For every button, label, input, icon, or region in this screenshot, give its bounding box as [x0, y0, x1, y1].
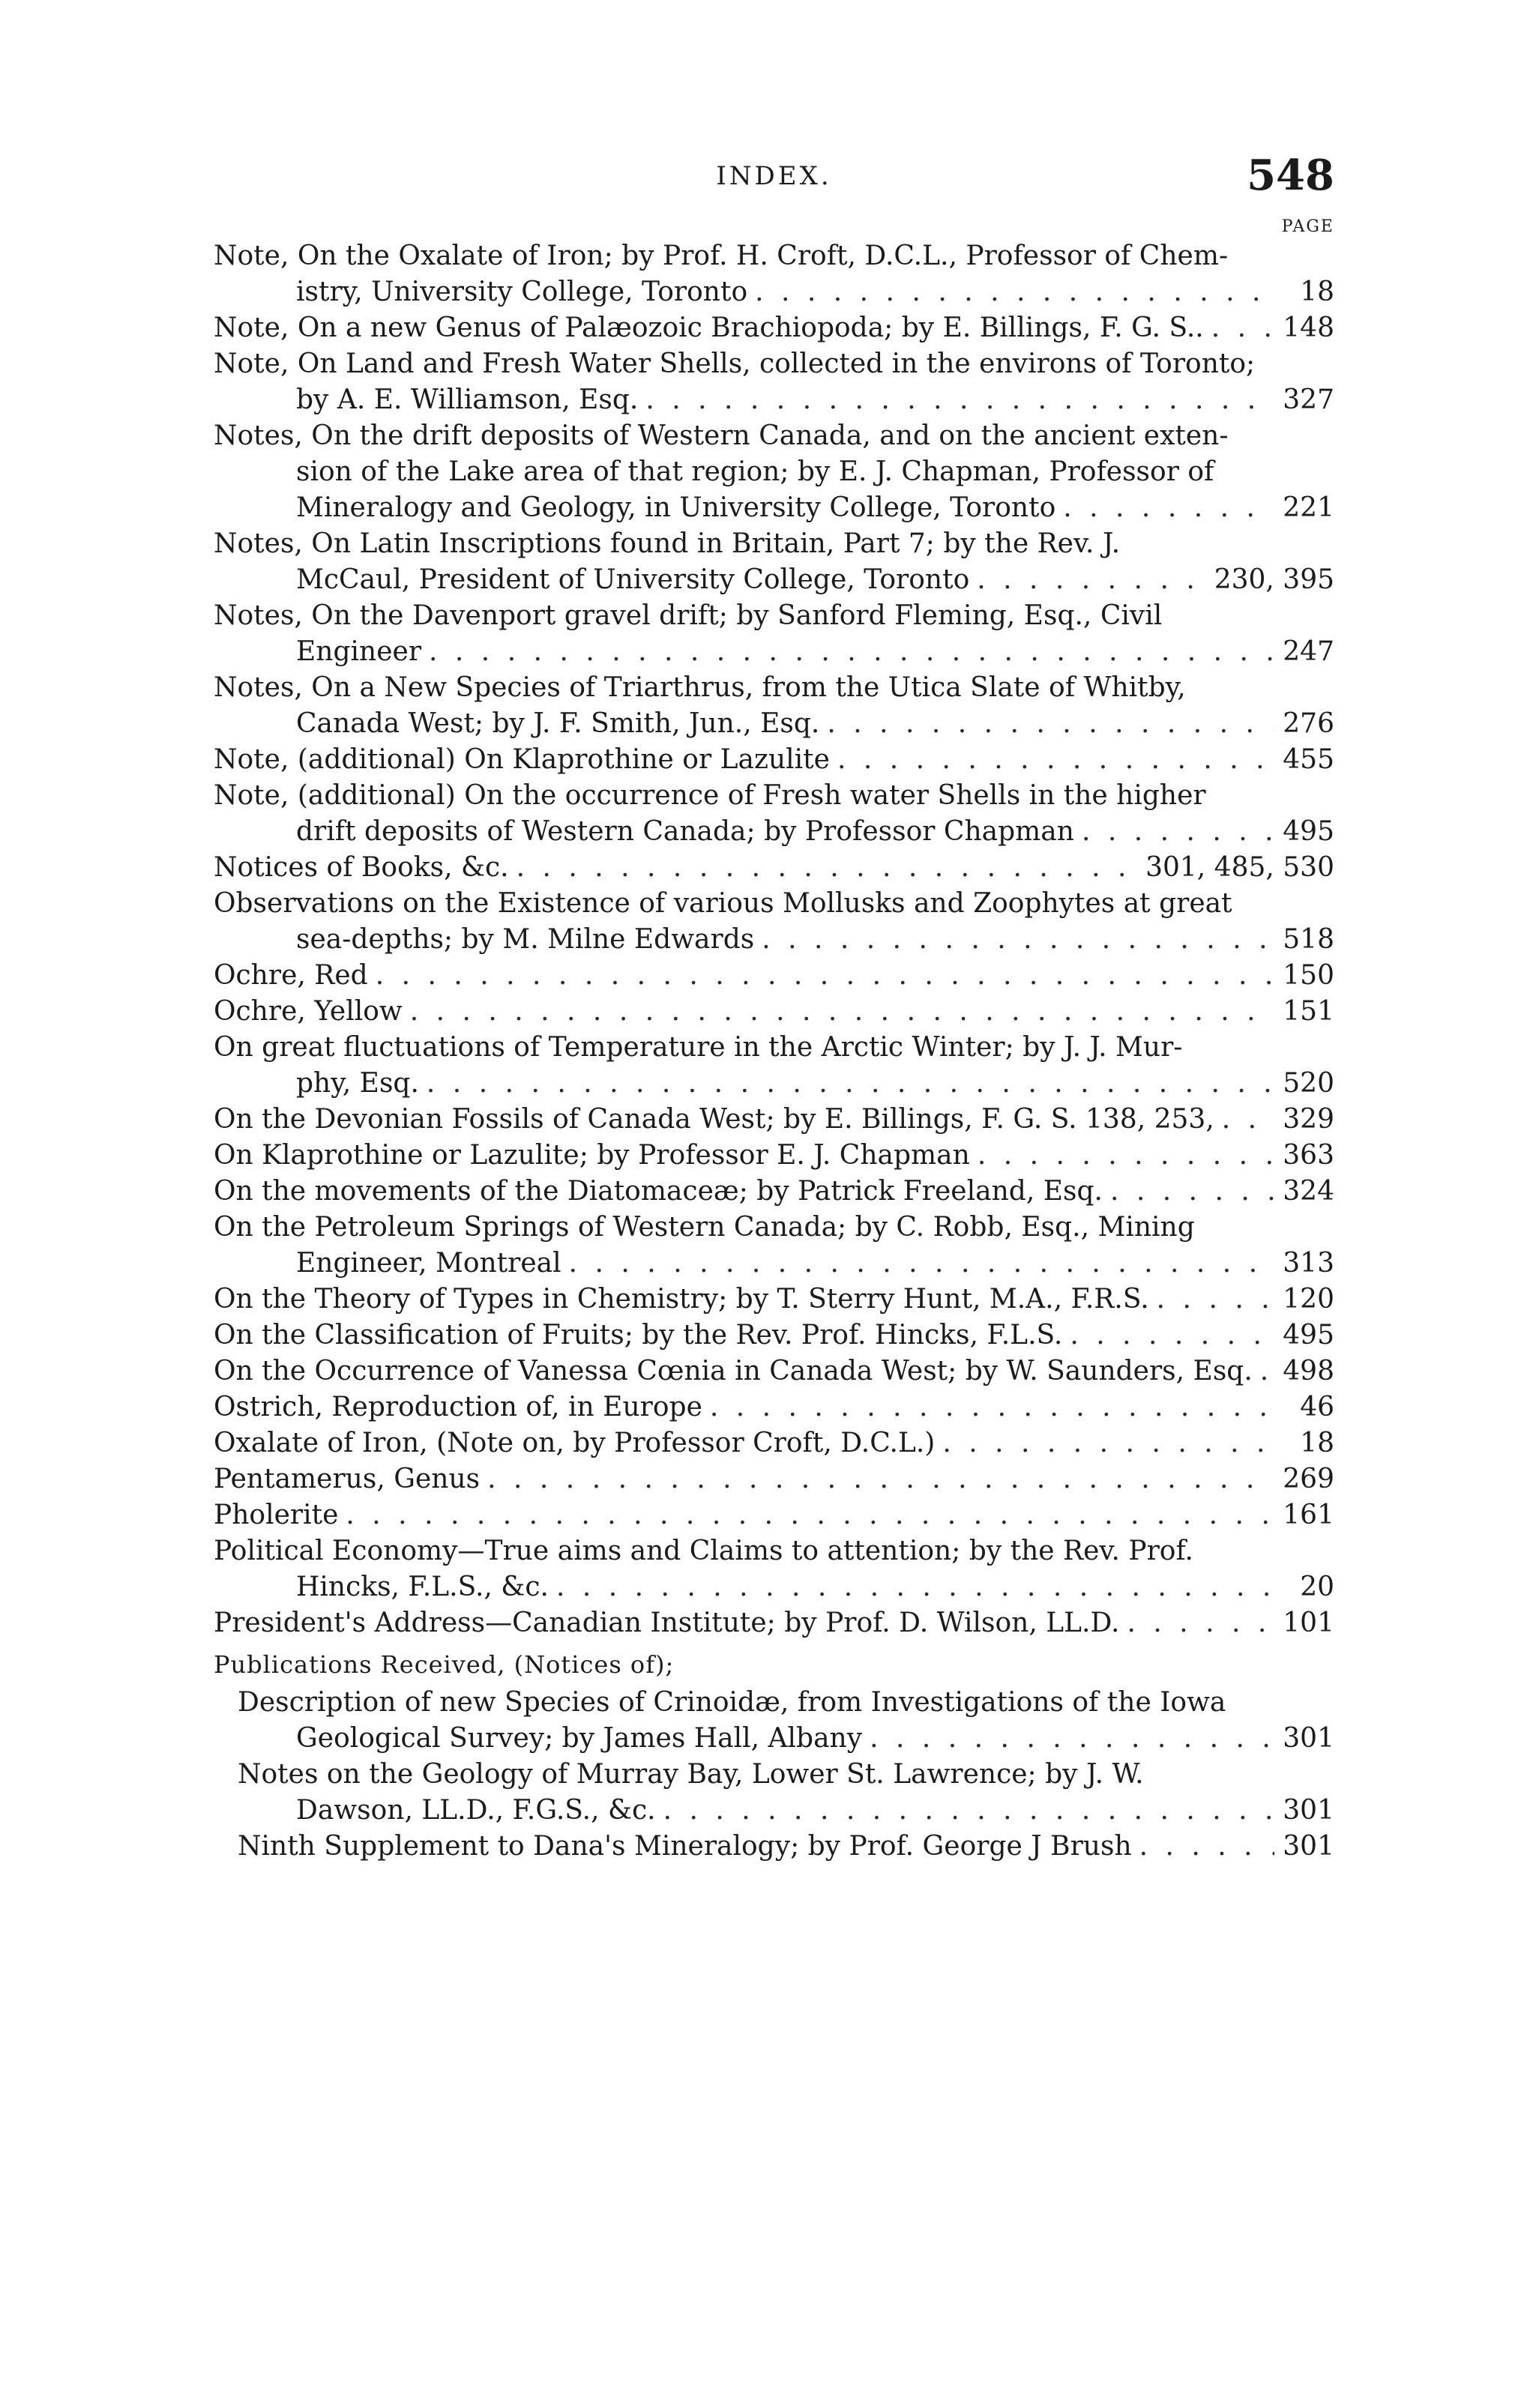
entry-line — [214, 1066, 1334, 1102]
entry-text: Note, On a new Genus of Palæozoic Brachiopoda; by E. Billings, F. G. S.. — [214, 313, 1204, 343]
entry-text: Notices of Books, &c. — [214, 852, 509, 883]
entry-text: Pentamerus, Genus — [214, 1464, 481, 1494]
entry-line — [214, 1210, 1334, 1246]
section-item — [214, 1685, 1334, 1757]
entry-page-number: 247 — [1283, 636, 1334, 667]
entry-text: On the Theory of Types in Chemistry; by T. Sterry Hunt, M.A., F.R.S. — [214, 1284, 1149, 1315]
leader-dots — [346, 1497, 1274, 1533]
entry-page-number: 520 — [1283, 1068, 1334, 1099]
entry-page-number: 518 — [1283, 924, 1334, 955]
entry-line — [214, 634, 1334, 670]
index-entry — [214, 1102, 1334, 1138]
entry-text: Mineralogy and Geology, in University College, Toronto — [296, 492, 1056, 523]
leader-dots — [1139, 1829, 1274, 1865]
entry-line — [214, 1425, 1334, 1461]
entry-text: Ochre, Red — [214, 960, 368, 991]
index-entry — [214, 1210, 1334, 1282]
index-entry — [214, 1030, 1334, 1102]
leader-dots — [827, 706, 1274, 742]
leader-dots — [1127, 1605, 1274, 1641]
entry-text: by A. E. Williamson, Esq. — [296, 384, 639, 415]
leader-dots — [1063, 490, 1274, 526]
entry-text: McCaul, President of University College, Toronto — [296, 564, 970, 595]
entry-page-number: 221 — [1283, 492, 1334, 523]
entry-line — [214, 922, 1334, 958]
entry-text: Pholerite — [214, 1500, 339, 1530]
entry-text: Political Economy—True aims and Claims to attention; by the Rev. Prof. — [214, 1536, 1193, 1566]
index-entry — [214, 1461, 1334, 1497]
entry-page-number: 150 — [1283, 960, 1334, 991]
entry-line — [214, 1030, 1334, 1066]
leader-dots — [1260, 1354, 1274, 1389]
index-entry — [214, 310, 1334, 346]
entry-line — [214, 310, 1334, 346]
index-entry — [214, 238, 1334, 310]
entry-text: Observations on the Existence of various Mollusks and Zoophytes at great — [214, 888, 1232, 919]
leader-dots — [487, 1461, 1274, 1497]
entry-line — [214, 958, 1334, 994]
leader-dots — [710, 1389, 1274, 1425]
entry-page-number: 324 — [1283, 1176, 1334, 1207]
entry-page-number: 329 — [1283, 1104, 1334, 1135]
entry-page-number: 230, 395 — [1214, 564, 1334, 595]
leader-dots — [427, 1066, 1274, 1102]
leader-dots — [1222, 1102, 1274, 1138]
index-entry — [214, 346, 1334, 418]
running-head: INDEX. — [716, 161, 832, 191]
entry-text: sion of the Lake area of that region; by E. J. Chapman, Professor of — [296, 456, 1214, 487]
entry-page-number: 301 — [1283, 1723, 1334, 1754]
entry-line — [214, 1533, 1334, 1569]
index-entry — [214, 1354, 1334, 1389]
entry-page-number: 46 — [1300, 1392, 1334, 1422]
leader-dots — [1070, 1318, 1274, 1354]
index-entry — [214, 1282, 1334, 1318]
entry-line — [214, 1829, 1334, 1865]
entry-line — [214, 1389, 1334, 1425]
leader-dots — [755, 274, 1274, 310]
index-entry — [214, 1174, 1334, 1210]
entry-text: Note, On the Oxalate of Iron; by Prof. H. Croft, D.C.L., Professor of Chem- — [214, 241, 1229, 271]
entry-line — [214, 1102, 1334, 1138]
entry-page-number: 20 — [1300, 1572, 1334, 1602]
entry-text: Notes on the Geology of Murray Bay, Lower St. Lawrence; by J. W. — [238, 1759, 1144, 1790]
entry-line — [214, 238, 1334, 274]
entry-page-number: 18 — [1300, 1428, 1334, 1458]
entry-text: Note, On Land and Fresh Water Shells, collected in the environs of Toronto; — [214, 348, 1256, 379]
entry-line — [214, 1354, 1334, 1389]
entry-text: On the movements of the Diatomaceæ; by Patrick Freeland, Esq. — [214, 1176, 1103, 1207]
leader-dots — [556, 1569, 1274, 1605]
entry-line — [214, 562, 1334, 598]
entry-line — [214, 490, 1334, 526]
entry-line — [214, 1246, 1334, 1282]
entry-text: Ochre, Yellow — [214, 996, 403, 1027]
index-entry — [214, 1318, 1334, 1354]
index-entry — [214, 418, 1334, 526]
entry-line — [214, 994, 1334, 1030]
index-entry — [214, 526, 1334, 598]
entry-page-number: 18 — [1300, 277, 1334, 307]
entry-page-number: 120 — [1283, 1284, 1334, 1315]
entry-text: On the Occurrence of Vanessa Cœnia in Canada West; by W. Saunders, Esq. — [214, 1356, 1253, 1386]
entry-page-number: 327 — [1283, 384, 1334, 415]
entry-text: istry, University College, Toronto — [296, 277, 748, 307]
entry-text: On the Classification of Fruits; by the Rev. Prof. Hincks, F.L.S. — [214, 1320, 1063, 1351]
entry-text: On great fluctuations of Temperature in the Arctic Winter; by J. J. Mur- — [214, 1032, 1183, 1063]
entry-page-number: 276 — [1283, 708, 1334, 739]
entry-text: sea-depths; by M. Milne Edwards — [296, 924, 755, 955]
entry-line — [214, 886, 1334, 922]
index-entry — [214, 1497, 1334, 1533]
leader-dots — [837, 742, 1274, 778]
index-entry — [214, 1605, 1334, 1641]
entry-page-number: 495 — [1283, 1320, 1334, 1351]
entry-page-number: 495 — [1283, 816, 1334, 847]
entry-line — [214, 1282, 1334, 1318]
entry-line — [214, 1138, 1334, 1174]
entry-line — [214, 814, 1334, 850]
entry-text: On the Devonian Fossils of Canada West; by E. Billings, F. G. S. 138, 253, — [214, 1104, 1214, 1135]
index-entry — [214, 1533, 1334, 1605]
entry-page-number: 151 — [1283, 996, 1334, 1027]
entry-text: Oxalate of Iron, (Note on, by Professor Croft, D.C.L.) — [214, 1428, 936, 1458]
section-item — [214, 1829, 1334, 1865]
entry-page-number: 148 — [1283, 313, 1334, 343]
entry-line — [214, 1318, 1334, 1354]
index-entry — [214, 1138, 1334, 1174]
leader-dots — [663, 1793, 1274, 1829]
entry-line — [214, 454, 1334, 490]
index-entry — [214, 778, 1334, 850]
leader-dots — [645, 382, 1274, 418]
entry-page-number: 301, 485, 530 — [1145, 852, 1334, 883]
index-entry — [214, 1425, 1334, 1461]
leader-dots — [942, 1425, 1274, 1461]
entry-page-number: 101 — [1283, 1608, 1334, 1638]
index-entry — [214, 670, 1334, 742]
entry-text: Description of new Species of Crinoidæ, from Investigations of the Iowa — [238, 1687, 1226, 1718]
entry-line — [214, 1793, 1334, 1829]
leader-dots — [516, 850, 1138, 886]
leader-dots — [1211, 310, 1274, 346]
index-entries — [214, 238, 1334, 1641]
page-number: 548 — [1247, 151, 1334, 200]
entry-text: drift deposits of Western Canada; by Professor Chapman — [296, 816, 1074, 847]
entry-line — [214, 1569, 1334, 1605]
entry-page-number: 301 — [1283, 1831, 1334, 1862]
entry-line — [214, 1757, 1334, 1793]
entry-line — [214, 346, 1334, 382]
page-column-label: PAGE — [1281, 217, 1334, 236]
entry-text: Dawson, LL.D., F.G.S., &c. — [296, 1795, 656, 1826]
entry-line — [214, 1605, 1334, 1641]
index-entry — [214, 742, 1334, 778]
entry-line — [214, 706, 1334, 742]
entry-text: Note, (additional) On the occurrence of Fresh water Shells in the higher — [214, 780, 1206, 811]
entry-text: Geological Survey; by James Hall, Albany — [296, 1723, 863, 1754]
index-entry — [214, 850, 1334, 886]
leader-dots — [762, 922, 1274, 958]
entry-text: On the Petroleum Springs of Western Canada; by C. Robb, Esq., Mining — [214, 1212, 1195, 1243]
entry-text: On Klaprothine or Lazulite; by Professor E. J. Chapman — [214, 1140, 970, 1171]
entry-line — [214, 742, 1334, 778]
entry-text: President's Address—Canadian Institute; by Prof. D. Wilson, LL.D. — [214, 1608, 1120, 1638]
page-header — [214, 151, 1334, 214]
index-entry — [214, 994, 1334, 1030]
entry-text: Note, (additional) On Klaprothine or Lazulite — [214, 744, 830, 775]
leader-dots — [1110, 1174, 1274, 1210]
entry-line — [214, 670, 1334, 706]
entry-line — [214, 778, 1334, 814]
entry-line — [214, 274, 1334, 310]
entry-page-number: 455 — [1283, 744, 1334, 775]
leader-dots — [977, 562, 1206, 598]
entry-text: Hincks, F.L.S., &c. — [296, 1572, 549, 1602]
entry-text: Engineer — [296, 636, 422, 667]
index-page — [214, 151, 1334, 1865]
entry-line — [214, 598, 1334, 634]
entry-text: Notes, On the Davenport gravel drift; by Sanford Fleming, Esq., Civil — [214, 600, 1163, 631]
entry-text: phy, Esq. — [296, 1068, 419, 1099]
entry-line — [214, 850, 1334, 886]
entry-line — [214, 418, 1334, 454]
entry-line — [214, 1685, 1334, 1721]
leader-dots — [429, 634, 1274, 670]
entry-line — [214, 1461, 1334, 1497]
entry-page-number: 313 — [1283, 1248, 1334, 1279]
entry-page-number: 161 — [1283, 1500, 1334, 1530]
entry-page-number: 269 — [1283, 1464, 1334, 1494]
entry-line — [214, 1721, 1334, 1757]
entry-page-number: 498 — [1283, 1356, 1334, 1386]
index-entry — [214, 1389, 1334, 1425]
entry-page-number: 363 — [1283, 1140, 1334, 1171]
entry-text: Notes, On Latin Inscriptions found in Britain, Part 7; by the Rev. J. — [214, 528, 1121, 559]
leader-dots — [410, 994, 1274, 1030]
entry-text: Ninth Supplement to Dana's Mineralogy; by Prof. George J Brush — [238, 1831, 1132, 1862]
entry-line — [214, 1497, 1334, 1533]
entry-line — [214, 1174, 1334, 1210]
section-heading: Publications Received, (Notices of); — [214, 1650, 675, 1679]
leader-dots — [1082, 814, 1274, 850]
section-items — [214, 1685, 1334, 1865]
entry-text: Canada West; by J. F. Smith, Jun., Esq. — [296, 708, 820, 739]
section-item — [214, 1757, 1334, 1829]
leader-dots — [376, 958, 1274, 994]
entry-text: Engineer, Montreal — [296, 1248, 561, 1279]
leader-dots — [870, 1721, 1274, 1757]
entry-line — [214, 526, 1334, 562]
entry-text: Notes, On a New Species of Triarthrus, from the Utica Slate of Whitby, — [214, 672, 1186, 703]
index-entry — [214, 598, 1334, 670]
index-entry — [214, 886, 1334, 958]
index-entry — [214, 958, 1334, 994]
leader-dots — [569, 1246, 1274, 1282]
entry-text: Notes, On the drift deposits of Western Canada, and on the ancient exten- — [214, 420, 1229, 451]
entry-line — [214, 382, 1334, 418]
entry-text: Ostrich, Reproduction of, in Europe — [214, 1392, 702, 1422]
entry-page-number: 301 — [1283, 1795, 1334, 1826]
leader-dots — [978, 1138, 1274, 1174]
leader-dots — [1157, 1282, 1274, 1318]
